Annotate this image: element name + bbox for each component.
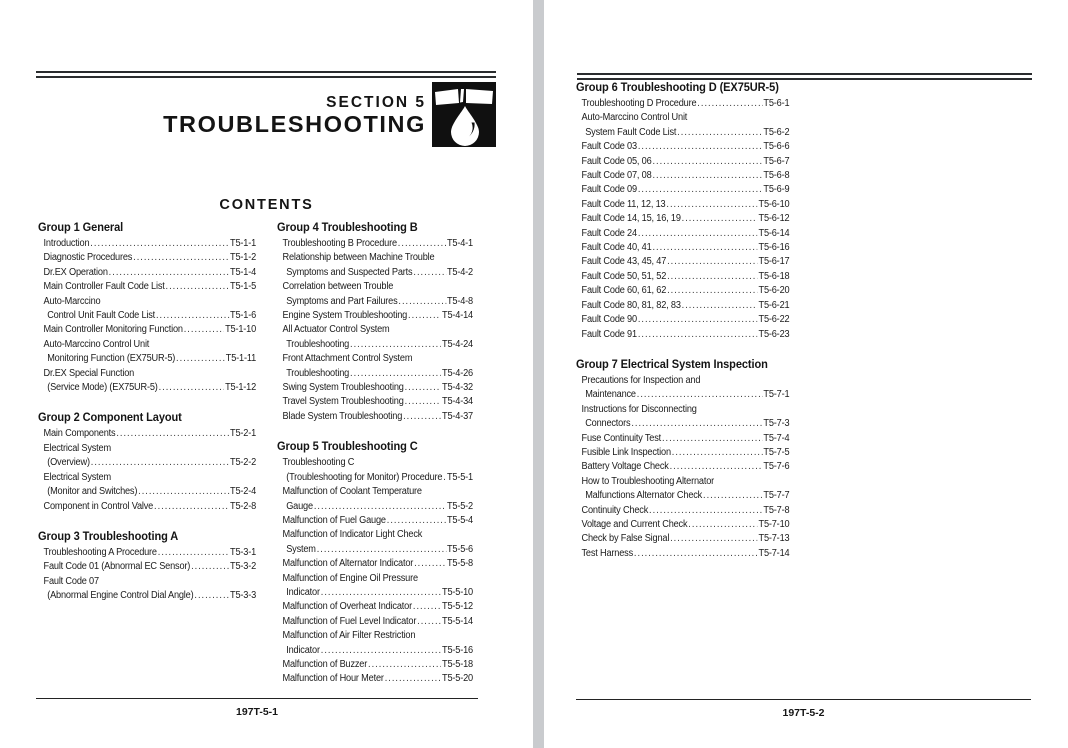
toc-entry-title: Malfunction of Fuel Level Indicator [282, 615, 417, 627]
page-ref: T5-6-8 [763, 170, 790, 182]
toc-entry-title: Engine System Troubleshooting [282, 310, 408, 322]
page-ref: T5-5-12 [442, 601, 473, 613]
toc-group-title: Group 4 Troubleshooting B [277, 220, 418, 234]
dot-leader [667, 255, 758, 269]
toc-entry-title: Troubleshooting [286, 367, 350, 379]
page-ref: T5-5-16 [442, 644, 473, 656]
toc-entry-line [576, 183, 789, 197]
page-ref: T5-1-2 [230, 252, 257, 264]
toc-entry-wrap-line: Auto-Marccino Control Unit [43, 338, 150, 350]
page-ref: T5-7-6 [763, 461, 790, 473]
page-ref: T5-7-7 [763, 490, 790, 502]
dot-leader [667, 284, 758, 298]
toc-entry-title: Malfunction of Fuel Gauge [282, 514, 386, 526]
page-ref: T5-4-34 [442, 396, 473, 408]
toc-entry-line [38, 560, 256, 574]
toc-entry-line [576, 313, 789, 327]
toc-entry-line [277, 514, 473, 528]
toc-column-left-2 [277, 220, 473, 687]
toc-entry-title: Check by False Signal [581, 533, 670, 545]
page-number: 197T-5-2 [782, 707, 825, 719]
dot-leader [91, 456, 229, 470]
page-ref: T5-7-13 [758, 533, 790, 545]
toc-entry-line [38, 237, 256, 251]
page-right [544, 0, 1068, 748]
toc-entry-title: Troubleshooting D Procedure [581, 98, 697, 109]
dot-leader [666, 198, 757, 212]
toc-entry-title: Main Controller Monitoring Function [43, 324, 183, 336]
dot-leader [138, 485, 229, 499]
page-gutter [533, 0, 544, 748]
toc-entry-title: Fault Code 14, 15, 16, 19 [581, 213, 681, 225]
toc-entry-line [277, 586, 473, 600]
toc-entry-line [277, 471, 473, 485]
toc-entry-line [576, 227, 789, 241]
toc-entry-line [576, 284, 789, 298]
toc-entry-title: Fault Code 01 (Abnormal EC Sensor) [43, 561, 191, 573]
dot-leader [667, 270, 758, 284]
page-ref: T5-3-2 [230, 561, 257, 573]
toc-entry-title: Fault Code 50, 51, 52 [581, 270, 667, 282]
toc-entry-title: Fault Code 80, 81, 82, 83 [581, 299, 681, 311]
toc-entry-line [277, 644, 473, 658]
toc-entry-line [277, 658, 473, 672]
toc-entry-wrap-line: Malfunction of Coolant Temperature [282, 486, 422, 498]
dot-leader [184, 323, 224, 337]
toc-entry-line [576, 489, 789, 503]
dot-leader [638, 227, 758, 241]
toc-group-title: Group 7 Electrical System Inspection [576, 356, 768, 371]
toc-entry-title: System [286, 543, 316, 555]
page-ref: T5-7-1 [763, 389, 790, 401]
toc-entry-title: Travel System Troubleshooting [282, 396, 404, 408]
toc-entry-wrap-line: Relationship between Machine Trouble [282, 252, 435, 264]
section-header [163, 94, 426, 137]
toc-entry-wrap-line: Correlation between Trouble [282, 281, 394, 293]
toc-entry-wrap-line: How to Troubleshooting Alternator [581, 475, 715, 487]
dot-leader [90, 237, 229, 251]
dot-leader [670, 460, 763, 474]
dot-leader [158, 546, 229, 560]
dot-leader [403, 410, 441, 424]
dot-leader [649, 504, 762, 518]
dot-leader [314, 500, 446, 514]
dot-leader [682, 299, 758, 313]
toc-entry-title: Monitoring Function (EX75UR-5) [47, 353, 176, 365]
page-ref: T5-2-4 [230, 486, 257, 498]
toc-entry-wrap-line: Malfunction of Engine Oil Pressure [282, 572, 418, 584]
toc-entry-line [576, 547, 789, 561]
page-ref: T5-5-6 [446, 543, 473, 555]
page-ref: T5-7-3 [763, 418, 790, 430]
toc-entry-title: Troubleshooting B Procedure [282, 238, 397, 249]
toc-entry-line [277, 338, 473, 352]
toc-column-left-1 [38, 220, 256, 604]
header-rule [577, 73, 1032, 80]
page-ref: T5-5-4 [446, 514, 473, 526]
page-ref: T5-2-8 [230, 500, 257, 512]
dot-leader [631, 417, 762, 431]
toc-entry-line [576, 255, 789, 269]
toc-entry-title: Symptoms and Part Failures [286, 295, 398, 307]
toc-entry-line [576, 388, 789, 402]
page-ref: T5-6-20 [758, 285, 790, 297]
toc-column-right-1 [576, 80, 789, 561]
page-left [0, 0, 533, 748]
toc-entry-line [576, 532, 789, 546]
toc-group [38, 410, 256, 513]
toc-group-title: Group 3 Troubleshooting A [38, 528, 179, 543]
page-ref: T5-1-5 [230, 281, 257, 293]
page-ref: T5-5-14 [442, 615, 473, 627]
toc-entry-title: Fault Code 43, 45, 47 [581, 256, 667, 268]
toc-entry-line [277, 237, 473, 251]
toc-entry-title: Indicator [286, 644, 320, 656]
toc-entry-line [38, 589, 256, 603]
dot-leader [670, 532, 757, 546]
toc-entry-title: Fault Code 91 [581, 328, 637, 340]
toc-entry-title: Troubleshooting A Procedure [43, 546, 157, 558]
page-ref: T5-4-14 [442, 310, 473, 322]
toc-entry-title: Malfunction of Buzzer [282, 658, 368, 670]
toc-group-title: Group 6 Troubleshooting D (EX75UR-5) [576, 80, 779, 94]
toc-entry-title: Dr.EX Operation [43, 266, 108, 278]
toc-entry-title: Malfunction of Hour Meter [282, 673, 384, 685]
toc-entry-title: Fault Code 60, 61, 62 [581, 285, 667, 297]
toc-entry-line [576, 299, 789, 313]
toc-entry-title: Control Unit Fault Code List [47, 310, 156, 322]
dot-leader [398, 237, 446, 251]
toc-group [38, 529, 256, 604]
toc-entry-title: Fault Code 24 [581, 227, 637, 239]
dot-leader [634, 547, 758, 561]
toc-entry-title: Symptoms and Suspected Parts [286, 266, 413, 278]
toc-entry-line [277, 309, 473, 323]
dot-leader [703, 489, 763, 503]
toc-entry-title: (Troubleshooting for Monitor) Procedure [286, 471, 443, 483]
toc-entry-title: Battery Voltage Check [581, 461, 669, 473]
toc-entry-title: Blade System Troubleshooting [282, 410, 403, 422]
toc-entry-line [576, 241, 789, 255]
toc-entry-line [38, 485, 256, 499]
toc-entry-wrap-line: Precautions for Inspection and [581, 374, 701, 386]
dot-leader [413, 600, 441, 614]
toc-entry-title: Main Components [43, 428, 116, 440]
page-ref: T5-7-5 [763, 446, 790, 458]
toc-entry-title: Troubleshooting [286, 338, 350, 350]
page-ref: T5-5-8 [446, 558, 473, 570]
toc-entry-title: (Abnormal Engine Control Dial Angle) [47, 590, 194, 602]
dot-leader [637, 388, 763, 402]
dot-leader [133, 251, 229, 265]
toc-entry-line [576, 460, 789, 474]
page-ref: T5-6-23 [758, 328, 790, 340]
toc-entry-line [277, 600, 473, 614]
toc-group-title: Group 5 Troubleshooting C [277, 439, 418, 454]
toc-group [277, 220, 473, 424]
toc-entry-line [277, 557, 473, 571]
dot-leader [350, 338, 441, 352]
toc-entry-title: Fuse Continuity Test [581, 432, 662, 444]
toc-entry-title: Fault Code 05, 06 [581, 155, 652, 167]
footer-rule [576, 699, 1031, 700]
page-ref: T5-6-2 [763, 126, 790, 138]
toc-entry-wrap-line: Fault Code 07 [43, 575, 99, 587]
toc-entry-title: Component in Control Valve [43, 500, 154, 512]
page-ref: T5-7-10 [758, 518, 790, 530]
toc-entry-title: Swing System Troubleshooting [282, 382, 404, 394]
section-label: SECTION 5 [326, 94, 426, 111]
toc-entry-line [277, 500, 473, 514]
dot-leader [116, 427, 229, 441]
page-ref: T5-6-21 [758, 299, 790, 311]
dot-leader [443, 471, 446, 485]
toc-entry-line [38, 280, 256, 294]
page-ref: T5-2-2 [230, 457, 257, 469]
toc-entry-line [576, 518, 789, 532]
page-ref: T5-6-10 [758, 198, 790, 210]
page-ref: T5-7-8 [763, 504, 790, 516]
toc-entry-wrap-line: Troubleshooting C [282, 457, 355, 469]
toc-entry-title: Fault Code 40, 41 [581, 242, 652, 254]
toc-entry-title: Gauge [286, 500, 313, 512]
page-ref: T5-6-7 [763, 155, 790, 167]
toc-entry-title: Fault Code 07, 08 [581, 170, 652, 182]
toc-group [576, 80, 789, 342]
page-ref: T5-1-12 [225, 382, 257, 394]
page-ref: T5-6-14 [758, 227, 790, 239]
dot-leader [677, 126, 762, 140]
toc-entry-title: Malfunction of Alternator Indicator [282, 558, 414, 570]
toc-entry-line [38, 352, 256, 366]
header-rule [36, 71, 496, 78]
toc-entry-line [38, 251, 256, 265]
toc-entry-wrap-line: Instructions for Disconnecting [581, 403, 697, 415]
toc-entry-line [38, 456, 256, 470]
toc-entry-title: Connectors [585, 418, 631, 430]
toc-entry-line [576, 432, 789, 446]
toc-entry-title: Indicator [286, 586, 320, 598]
toc-entry-title: Fault Code 11, 12, 13 [581, 198, 666, 210]
dot-leader [156, 309, 229, 323]
page-ref: T5-3-1 [230, 546, 257, 558]
toc-entry-line [576, 126, 789, 140]
page-ref: T5-4-26 [442, 367, 473, 379]
page-number: 197T-5-1 [235, 706, 279, 718]
toc-entry-title: Fault Code 09 [581, 184, 637, 196]
toc-entry-line [277, 381, 473, 395]
dot-leader [638, 313, 758, 327]
toc-entry-title: (Monitor and Switches) [47, 486, 138, 498]
toc-entry-title: Malfunctions Alternator Check [585, 490, 703, 502]
footer-rule [36, 698, 478, 699]
dot-leader [109, 266, 229, 280]
page-ref: T5-5-2 [446, 500, 473, 512]
toc-group [38, 220, 256, 395]
dot-leader [638, 183, 763, 197]
toc-entry-wrap-line: All Actuator Control System [282, 324, 390, 336]
toc-entry-title: Introduction [43, 238, 90, 249]
page-ref: T5-4-24 [442, 338, 473, 350]
toc-group [576, 357, 789, 561]
page-ref: T5-6-18 [758, 270, 790, 282]
toc-entry-wrap-line: Auto-Marccino [43, 295, 101, 307]
toc-entry-line [38, 266, 256, 280]
page-ref: T5-4-1 [446, 238, 473, 249]
toc-entry-line [576, 198, 789, 212]
toc-entry-line [38, 381, 256, 395]
page-ref: T5-6-16 [758, 242, 790, 254]
page-ref: T5-1-11 [225, 353, 257, 365]
dot-leader [413, 266, 446, 280]
toc-entry-line [277, 615, 473, 629]
page-ref: T5-4-8 [446, 295, 473, 307]
dot-leader [417, 615, 441, 629]
dot-leader [321, 644, 441, 658]
toc-entry-line [576, 169, 789, 183]
toc-entry-title: (Service Mode) (EX75UR-5) [47, 382, 158, 394]
toc-entry-title: Fault Code 03 [581, 141, 637, 153]
toc-entry-line [576, 328, 789, 342]
dot-leader [697, 97, 762, 111]
toc-entry-title: Fusible Link Inspection [581, 446, 671, 458]
toc-entry-title: Test Harness [581, 547, 634, 559]
dot-leader [408, 309, 441, 323]
toc-entry-line [277, 672, 473, 686]
dot-leader [176, 352, 225, 366]
dot-leader [638, 328, 758, 342]
page-ref: T5-6-22 [758, 314, 790, 326]
page-ref: T5-6-6 [763, 141, 790, 153]
toc-entry-wrap-line: Electrical System [43, 471, 111, 483]
page-ref: T5-5-18 [442, 658, 473, 670]
page-ref: T5-6-1 [763, 98, 790, 109]
toc-entry-title: Maintenance [585, 389, 636, 401]
page-ref: T5-6-17 [758, 256, 790, 268]
page-ref: T5-5-1 [446, 471, 473, 483]
dot-leader [350, 367, 441, 381]
page-ref: T5-4-2 [446, 266, 473, 278]
toc-entry-line [576, 155, 789, 169]
toc-entry-line [38, 309, 256, 323]
dot-leader [385, 672, 441, 686]
toc-entry-wrap-line: Dr.EX Special Function [43, 367, 135, 379]
toc-group-title: Group 2 Component Layout [38, 410, 182, 425]
page-ref: T5-7-4 [763, 432, 790, 444]
toc-entry-line [277, 410, 473, 424]
page-ref: T5-1-6 [230, 310, 257, 322]
page-ref: T5-4-37 [442, 410, 473, 422]
page-ref: T5-5-20 [442, 673, 473, 685]
toc-entry-line [576, 270, 789, 284]
page-ref: T5-3-3 [230, 590, 257, 602]
toc-entry-wrap-line: Electrical System [43, 442, 111, 454]
dot-leader [662, 432, 763, 446]
toc-entry-line [38, 500, 256, 514]
dot-leader [317, 543, 446, 557]
dot-leader [638, 140, 763, 154]
toc-entry-line [277, 295, 473, 309]
toc-entry-line [277, 543, 473, 557]
contents-title: CONTENTS [219, 197, 314, 213]
dot-leader [321, 586, 441, 600]
toc-entry-line [576, 417, 789, 431]
toc-entry-title: Diagnostic Procedures [43, 252, 133, 264]
toc-entry-line [277, 395, 473, 409]
dot-leader [688, 518, 757, 532]
toc-entry-line [38, 427, 256, 441]
toc-entry-line [576, 504, 789, 518]
toc-group-title: Group 1 General [38, 220, 124, 234]
toc-entry-line [38, 546, 256, 560]
dot-leader [194, 589, 229, 603]
toc-entry-line [38, 323, 256, 337]
dot-leader [398, 295, 446, 309]
page-ref: T5-1-1 [230, 238, 257, 249]
toc-entry-wrap-line: Front Attachment Control System [282, 353, 413, 365]
page-ref: T5-5-10 [442, 586, 473, 598]
dot-leader [387, 514, 446, 528]
dot-leader [166, 280, 230, 294]
dot-leader [405, 395, 442, 409]
toc-entry-line [277, 367, 473, 381]
page-ref: T5-6-12 [758, 213, 790, 225]
toc-entry-line [576, 212, 789, 226]
dot-leader [154, 500, 229, 514]
toc-entry-line [576, 446, 789, 460]
toc-entry-line [277, 266, 473, 280]
dot-leader [652, 169, 762, 183]
page-ref: T5-6-9 [763, 184, 790, 196]
toc-entry-title: System Fault Code List [585, 126, 677, 138]
page-ref: T5-1-4 [230, 266, 257, 278]
toc-entry-title: Main Controller Fault Code List [43, 281, 165, 293]
dot-leader [672, 446, 763, 460]
toc-entry-line [576, 97, 789, 111]
section-title: TROUBLESHOOTING [163, 111, 426, 137]
dot-leader [652, 155, 762, 169]
toc-entry-title: (Overview) [47, 457, 90, 469]
page-ref: T5-4-32 [442, 382, 473, 394]
page-ref: T5-1-10 [225, 324, 257, 336]
dot-leader [652, 241, 757, 255]
toc-entry-wrap-line: Malfunction of Air Filter Restriction [282, 630, 416, 642]
toc-entry-wrap-line: Malfunction of Indicator Light Check [282, 529, 423, 541]
dot-leader [368, 658, 441, 672]
toc-entry-title: Continuity Check [581, 504, 649, 516]
page-ref: T5-7-14 [758, 547, 790, 559]
dot-leader [405, 381, 441, 395]
page-ref: T5-2-1 [230, 428, 257, 440]
broken-pipe-oil-drop-icon [432, 82, 496, 147]
toc-entry-title: Voltage and Current Check [581, 518, 688, 530]
dot-leader [159, 381, 225, 395]
toc-entry-title: Fault Code 90 [581, 314, 637, 326]
toc-entry-line [576, 140, 789, 154]
toc-group [277, 439, 473, 687]
toc-entry-title: Malfunction of Overheat Indicator [282, 601, 412, 613]
dot-leader [191, 560, 229, 574]
dot-leader [682, 212, 758, 226]
dot-leader [414, 557, 446, 571]
toc-entry-wrap-line: Auto-Marccino Control Unit [581, 112, 688, 124]
